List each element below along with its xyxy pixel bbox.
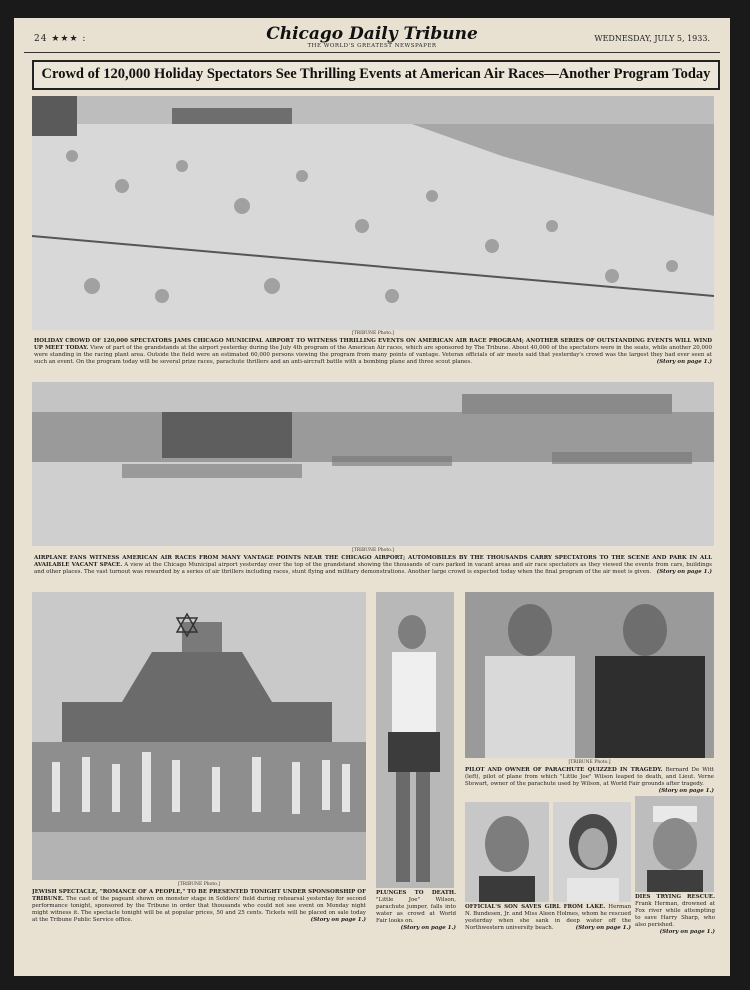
airport-cars-image — [32, 382, 714, 546]
parachute-jumper-image — [376, 592, 454, 888]
caption-title-5: PILOT AND OWNER OF PARACHUTE QUIZZED IN TRAGEDY. — [465, 767, 663, 773]
photo-credit-2: [TRIBUNE Photo.] — [352, 548, 394, 553]
story-ref-1: (Story on page 1.) — [656, 359, 712, 365]
grandstand-crowd-image — [32, 96, 714, 330]
story-ref-7: (Story on page 1.) — [659, 929, 715, 935]
caption-body-6: Herman N. Bundesen, Jr. and Miss Aleen Holmes, whom he rescued yesterday when she sank in deep water off the Northwestern university beach. — [465, 904, 631, 931]
page-headline: Crowd of 120,000 Holiday Spectators See Thrilling Events at American Air Races—Another Program Today — [41, 66, 711, 82]
photo-credit-3: [TRIBUNE Photo.] — [178, 882, 220, 887]
caption-body-3: The cast of the pageant shown on monster stage in Soldiers' field during rehearsal yesterday for second performance tonight, sponsored by the Tribune in order that thousands who could not see event on Monday night might witness it. The spectacle tonight will be at popular prices, 50 and 25 cents. Tickets will be placed on sale today at the Tribune Public Service office. — [32, 896, 366, 923]
caption-body-4: "Little Joe" Wilson, parachute jumper, falls into water as crowd at World Fair looks on. — [376, 897, 456, 924]
story-ref-2: (Story on page 1.) — [656, 569, 712, 575]
caption-body-1: View of part of the grandstands at the airport yesterday during the July 4th program of the American Air races, which are sponsored by The Tribune. About 40,000 of the spectators were in the seats, while another 20,000 were standing in the racing plant area. Outside the field were an estimated 60,000 persons viewing the program from many points of vantage. Veteran officials of air meets said that yesterday's crowd was the largest they had ever seen at such an event. On the program today will be several prize races, parachute thrillers and an anti-aircraft battle with a bombing plane and three scout planes. — [34, 345, 712, 365]
caption-title-7: DIES TRYING RESCUE. — [635, 894, 715, 900]
bundesen-portrait-image — [465, 802, 549, 902]
photo-caption-2 — [34, 555, 712, 587]
story-ref-5: (Story on page 1.) — [658, 788, 714, 794]
page-number: 24 ★★★ : — [34, 34, 87, 44]
photo-grandstand-crowd — [32, 96, 714, 330]
masthead-slogan: THE WORLD'S GREATEST NEWSPAPER — [307, 43, 437, 49]
newspaper-page — [14, 18, 730, 976]
photo-airport-cars — [32, 382, 714, 546]
caption-title-1: HOLIDAY CROWD OF 120,000 SPECTATORS JAMS CHICAGO MUNICIPAL AIRPORT TO WITNESS THRILLING EVENTS ON AMERICAN AIR RACE PROGRAM; ANOTHER SERIES OF OUTSTANDING EVENTS WILL WIND UP MEET TODAY. — [34, 338, 712, 351]
photo-credit-1: [TRIBUNE Photo.] — [352, 331, 394, 336]
caption-title-4: PLUNGES TO DEATH. — [376, 890, 456, 896]
masthead-rule — [24, 52, 720, 53]
photo-caption-7 — [635, 894, 715, 940]
caption-body-7: Frank Herman, drowned at Fox river while attempting to save Harry Sharp, who also perished. — [635, 901, 715, 928]
herman-portrait-image — [635, 796, 714, 892]
photo-bundesen — [465, 802, 549, 902]
photo-caption-1 — [34, 338, 712, 384]
photo-caption-6 — [465, 904, 631, 938]
photo-caption-3 — [32, 889, 366, 929]
photo-caption-4 — [376, 890, 456, 936]
caption-title-2: AIRPLANE FANS WITNESS AMERICAN AIR RACES FROM MANY VANTAGE POINTS NEAR THE CHICAGO AIRPORT; AUTOMOBILES BY THE THOUSANDS CARRY SPECTATORS TO THE SCENE AND PARK IN ALL AVAILABLE VACANT SPACE. — [34, 555, 712, 568]
photo-herman — [635, 796, 714, 892]
story-ref-6: (Story on page 1.) — [575, 925, 631, 931]
photo-pageant — [32, 592, 366, 880]
caption-body-2: A view at the Chicago Municipal airport yesterday over the top of the grandstand showing the thousands of cars parked in vacant areas and air race spectators as they viewed the events from cars, buildings and other places. The vast turnout was rewarded by a series of air thrillers including races, stunt flying and military demonstrations. Another large crowd is expected today when the final program of the air meet is given. — [34, 562, 712, 575]
photo-caption-5 — [465, 767, 714, 795]
photo-holmes — [553, 802, 631, 902]
caption-title-3: JEWISH SPECTACLE, "ROMANCE OF A PEOPLE," TO BE PRESENTED TONIGHT UNDER SPONSORSHIP OF TRIBUNE. — [32, 889, 366, 902]
pilot-owner-image — [465, 592, 714, 758]
headline-box — [32, 60, 720, 90]
caption-body-5: Bernard De Witt (left), pilot of plane from which "Little Joe" Wilson leaped to death, and Lieut. Verne Stewart, owner of the parachute used by Wilson, at World Fair grounds after tragedy. — [465, 767, 714, 787]
photo-parachute-jumper — [376, 592, 454, 888]
photo-pilot-owner — [465, 592, 714, 758]
newspaper-masthead: Chicago Daily Tribune — [266, 24, 478, 44]
photo-credit-5: [TRIBUNE Photo.] — [568, 760, 611, 765]
holmes-portrait-image — [553, 802, 631, 902]
pageant-stage-image — [32, 592, 366, 880]
story-ref-4: (Story on page 1.) — [400, 925, 456, 931]
caption-title-6: OFFICIAL'S SON SAVES GIRL FROM LAKE. — [465, 904, 606, 910]
issue-date: WEDNESDAY, JULY 5, 1933. — [594, 34, 710, 43]
story-ref-3: (Story on page 1.) — [310, 917, 366, 923]
